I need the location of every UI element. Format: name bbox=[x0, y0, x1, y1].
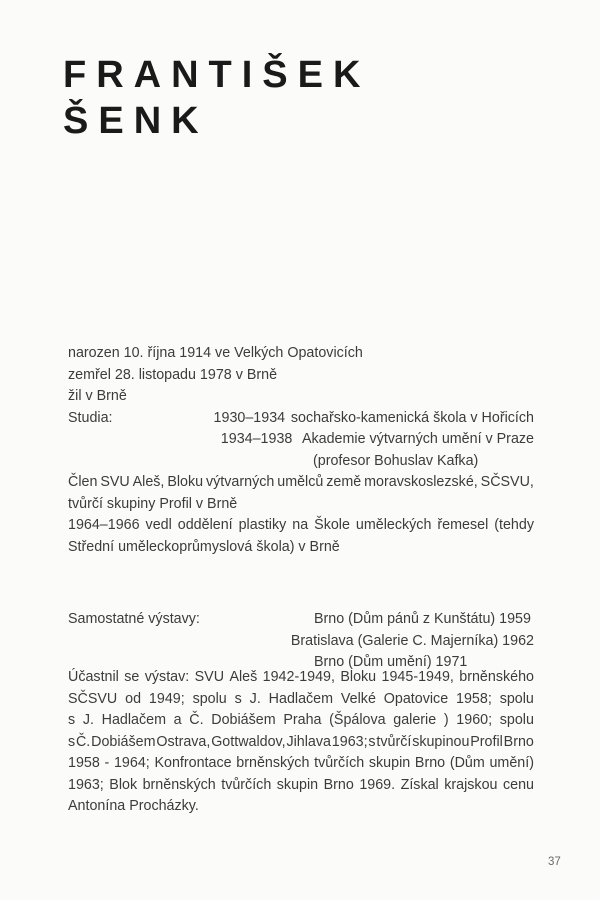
word: ) bbox=[443, 712, 449, 728]
word: výstav: bbox=[144, 669, 190, 685]
word: galerie bbox=[393, 712, 437, 728]
word: Gottwaldov, bbox=[211, 733, 286, 750]
word: s bbox=[368, 733, 376, 750]
word: 1949; bbox=[148, 690, 185, 707]
word: brněnských bbox=[142, 776, 216, 793]
word: SVU bbox=[100, 474, 130, 490]
word: Dobiášem bbox=[211, 712, 276, 728]
studies-label-spacer bbox=[68, 429, 221, 451]
solo-exhibition-entry: Brno (Dům pánů z Kunštátu) 1959 bbox=[314, 611, 531, 627]
studies-row-1 bbox=[68, 408, 534, 430]
word: na bbox=[292, 517, 309, 533]
word: řemesel bbox=[437, 517, 489, 533]
word: 1969. bbox=[359, 776, 396, 793]
participation-line bbox=[68, 667, 534, 689]
word: Dobiášem bbox=[91, 733, 156, 750]
word: Č. bbox=[75, 733, 91, 750]
studies-label: Studia: bbox=[68, 409, 113, 426]
word: Velké bbox=[340, 690, 376, 707]
word: a bbox=[173, 712, 182, 728]
biography-block bbox=[68, 343, 534, 558]
group-exhibitions-paragraph bbox=[68, 667, 534, 818]
word: brněnských bbox=[236, 755, 310, 771]
word: SČSVU bbox=[68, 690, 118, 707]
word: vedl bbox=[145, 517, 172, 533]
solo-exhibition-row bbox=[68, 609, 534, 631]
word: 1963; bbox=[68, 776, 104, 793]
membership-line-1 bbox=[68, 472, 534, 494]
solo-exhibition-row bbox=[68, 631, 534, 653]
word: Blok bbox=[109, 776, 138, 793]
word: cenu bbox=[502, 776, 534, 793]
residence-line: žil v Brně bbox=[68, 388, 127, 404]
word: plastiky bbox=[238, 517, 287, 533]
death-line: zemřel 28. listopadu 1978 v Brně bbox=[68, 366, 278, 383]
word: Hadlačem bbox=[101, 712, 166, 728]
word: Jihlava bbox=[286, 733, 331, 750]
word: (Špálova bbox=[329, 712, 386, 728]
word: - bbox=[104, 755, 110, 771]
word: Škole bbox=[314, 517, 350, 533]
studies-years-spacer bbox=[228, 451, 313, 473]
word: tvůrčích bbox=[314, 755, 365, 771]
birth-line: narozen 10. října 1914 ve Velkých Opatovicích bbox=[68, 345, 363, 361]
word: Bloku bbox=[340, 669, 377, 685]
participation-line bbox=[68, 689, 534, 711]
participation-line bbox=[68, 710, 534, 732]
word: oddělení bbox=[177, 517, 233, 533]
word: od bbox=[125, 690, 142, 707]
word: umění) bbox=[489, 755, 534, 771]
studies-description: Akademie výtvarných umění v Praze bbox=[301, 431, 534, 447]
word: krajskou bbox=[444, 776, 498, 793]
word: (tehdy bbox=[494, 517, 534, 533]
solo-exhibition-entry: Bratislava (Galerie C. Majerníka) 1962 bbox=[290, 632, 534, 649]
word: 1964; bbox=[113, 755, 150, 771]
word: 1942-1949, bbox=[262, 669, 335, 685]
word: země bbox=[326, 474, 362, 490]
word: (Dům bbox=[449, 755, 485, 771]
word: se bbox=[124, 669, 140, 685]
word: Konfrontace bbox=[154, 755, 232, 771]
word: 1958 bbox=[68, 755, 100, 771]
word: Hadlačem bbox=[268, 690, 334, 707]
word: s bbox=[68, 733, 76, 750]
teaching-line-1 bbox=[68, 515, 534, 537]
word: Člen bbox=[68, 474, 98, 490]
word: SVU bbox=[194, 669, 225, 685]
word: spolu bbox=[192, 690, 227, 707]
word: SČSVU, bbox=[480, 474, 534, 490]
studies-years: 1930–1934 bbox=[213, 409, 286, 426]
word: Brno bbox=[414, 755, 446, 771]
word: tvůrčích bbox=[221, 776, 272, 793]
word: moravskoslezské, bbox=[364, 474, 478, 490]
word: Opatovice bbox=[383, 690, 449, 707]
word: skupin bbox=[368, 755, 411, 771]
word: spolu bbox=[499, 690, 534, 707]
studies-row-2 bbox=[68, 429, 534, 451]
word: Ostrava, bbox=[156, 733, 211, 750]
word: výtvarných bbox=[206, 474, 275, 490]
word: Bloku bbox=[167, 474, 204, 490]
word: umělců bbox=[277, 474, 324, 490]
page-number: 37 bbox=[548, 856, 561, 868]
word: skupin bbox=[276, 776, 319, 793]
word: s bbox=[234, 690, 242, 707]
word: J. bbox=[249, 690, 261, 707]
studies-description: (profesor Bohuslav Kafka) bbox=[313, 452, 479, 469]
membership-line-2: tvůrčí skupiny Profil v Brně bbox=[68, 495, 238, 512]
participation-line bbox=[68, 732, 534, 754]
word: Brno bbox=[503, 733, 534, 750]
artist-name-heading bbox=[63, 52, 370, 144]
word: spolu bbox=[499, 712, 534, 728]
solo-exhibition-entry: Brno (Dům umění) 1971 bbox=[314, 654, 468, 670]
solo-label-spacer bbox=[68, 631, 291, 653]
solo-exhibitions-block bbox=[68, 609, 534, 674]
word: Praha bbox=[283, 712, 322, 728]
word: tvůrčí bbox=[376, 733, 412, 750]
participation-line bbox=[68, 775, 534, 797]
word: Získal bbox=[400, 776, 439, 793]
artist-first-name: FRANTIŠEK bbox=[63, 54, 371, 96]
word: 1963; bbox=[331, 733, 368, 750]
solo-exhibitions-label: Samostatné výstavy: bbox=[68, 611, 200, 627]
word: Aleš, bbox=[132, 474, 165, 490]
studies-years: 1934–1938 bbox=[220, 431, 293, 447]
word: 1960; bbox=[456, 712, 493, 728]
word: uměleckých bbox=[355, 517, 432, 533]
word: 1958; bbox=[456, 690, 492, 707]
word: 1945-1949, bbox=[381, 669, 454, 685]
word: Č. bbox=[189, 712, 204, 728]
word: Brno bbox=[323, 776, 354, 793]
artist-last-name: ŠENK bbox=[63, 100, 209, 142]
word: Profil bbox=[470, 733, 503, 750]
studies-description: sochařsko-kamenická škola v Hořicích bbox=[290, 409, 534, 426]
word: brněnského bbox=[459, 669, 534, 685]
word: J. bbox=[82, 712, 94, 728]
word: 1964–1966 bbox=[68, 517, 140, 533]
participation-line bbox=[68, 753, 534, 775]
word: Aleš bbox=[229, 669, 258, 685]
studies-row-3 bbox=[68, 451, 534, 473]
participation-line-last: Antonína Procházky. bbox=[68, 798, 199, 814]
word: s bbox=[68, 712, 76, 728]
word: skupinou bbox=[412, 733, 470, 750]
studies-label-spacer bbox=[68, 451, 228, 473]
word: Účastnil bbox=[68, 669, 119, 685]
teaching-line-2: Střední uměleckoprůmyslová škola) v Brně bbox=[68, 538, 340, 555]
